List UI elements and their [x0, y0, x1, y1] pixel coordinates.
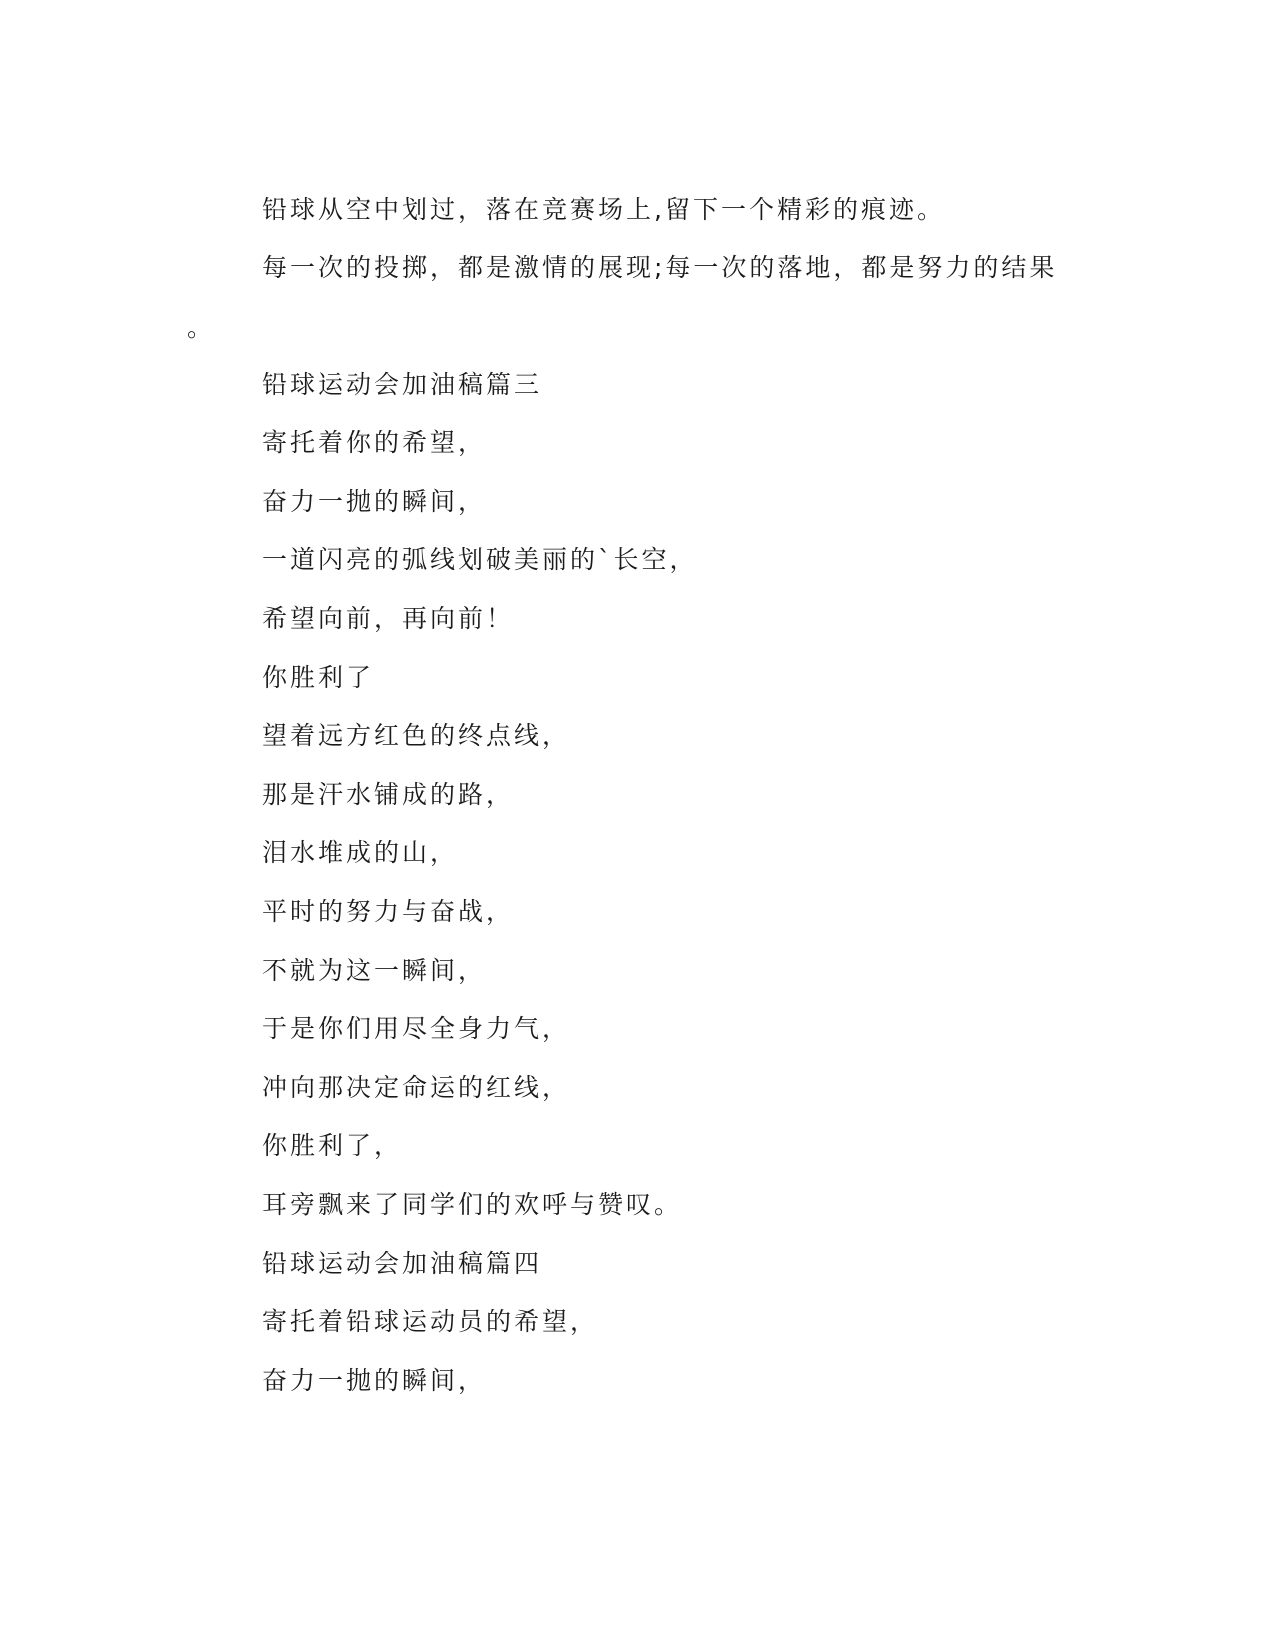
- poem-line: 寄托着铅球运动员的希望，: [262, 1307, 599, 1336]
- poem-line: 一道闪亮的弧线划破美丽的`长空，: [262, 545, 698, 574]
- poem-line: 你胜利了，: [262, 1131, 403, 1160]
- poem-line: 不就为这一瞬间，: [262, 956, 487, 985]
- poem-line: 泪水堆成的山，: [262, 838, 459, 867]
- poem-line: 耳旁飘来了同学们的欢呼与赞叹。: [262, 1190, 683, 1219]
- paragraph-each-throw: 每一次的投掷，都是激情的展现;每一次的落地，都是努力的结果: [262, 253, 1058, 282]
- section-heading-part-three: 铅球运动会加油稿篇三: [262, 370, 543, 399]
- poem-line: 你胜利了: [262, 663, 375, 692]
- paragraph-shot-trajectory: 铅球从空中划过，落在竞赛场上,留下一个精彩的痕迹。: [262, 195, 945, 224]
- poem-line: 希望向前，再向前！: [262, 604, 515, 633]
- poem-line: 奋力一抛的瞬间，: [262, 487, 487, 516]
- poem-line: 冲向那决定命运的红线，: [262, 1073, 571, 1102]
- poem-line: 平时的努力与奋战，: [262, 897, 515, 926]
- poem-line: 那是汗水铺成的路，: [262, 780, 515, 809]
- paragraph-continuation-period: 。: [187, 313, 213, 342]
- poem-line: 奋力一抛的瞬间，: [262, 1366, 487, 1395]
- poem-line: 寄托着你的希望，: [262, 428, 487, 457]
- poem-line: 于是你们用尽全身力气，: [262, 1014, 571, 1043]
- poem-line: 望着远方红色的终点线，: [262, 721, 571, 750]
- section-heading-part-four: 铅球运动会加油稿篇四: [262, 1249, 543, 1278]
